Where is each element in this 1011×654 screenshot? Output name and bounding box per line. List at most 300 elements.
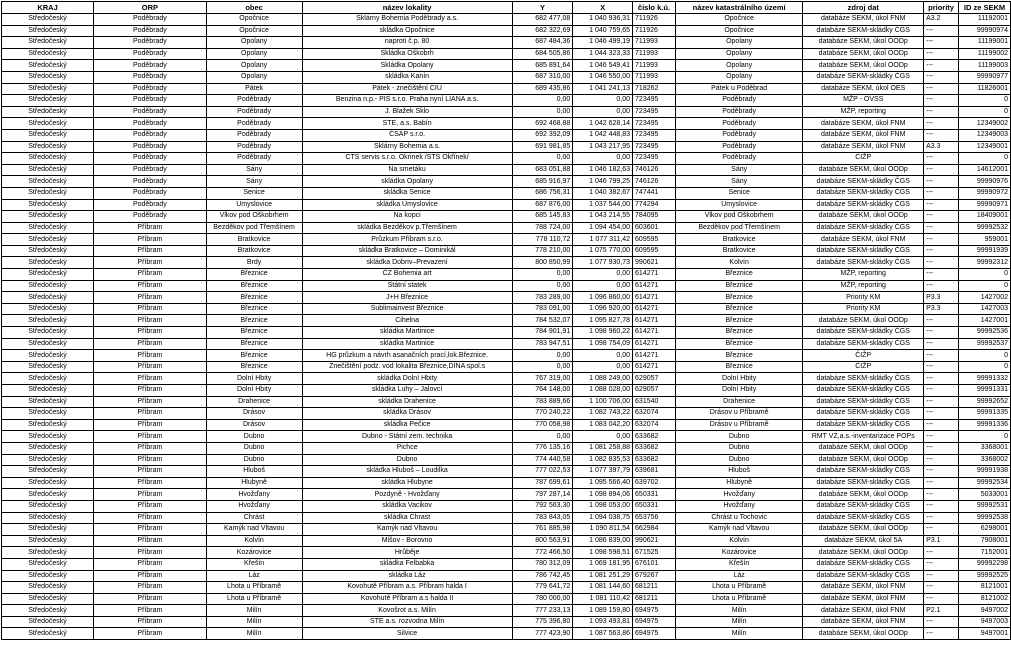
cell-kraj: Středočeský bbox=[2, 373, 94, 385]
cell-cislo-ku: 676101 bbox=[633, 558, 676, 570]
cell-kraj: Středočeský bbox=[2, 25, 94, 37]
cell-id-sekm: 99992538 bbox=[959, 512, 1011, 524]
cell-priority: --- bbox=[924, 60, 959, 72]
table-row bbox=[2, 408, 1011, 420]
cell-nazev-ku: Pátek u Poděbrad bbox=[675, 83, 802, 95]
cell-obec: Sány bbox=[206, 176, 302, 188]
cell-nazev-lokality: skládka Láz bbox=[302, 570, 512, 582]
cell-id-sekm: 0 bbox=[959, 361, 1011, 373]
cell-cislo-ku: 711993 bbox=[633, 71, 676, 83]
cell-x: 1 046 799,25 bbox=[573, 176, 633, 188]
cell-kraj: Středočeský bbox=[2, 489, 94, 501]
cell-orp: Poděbrady bbox=[94, 164, 207, 176]
cell-orp: Příbram bbox=[94, 327, 207, 339]
cell-kraj: Středočeský bbox=[2, 512, 94, 524]
cell-priority: --- bbox=[924, 582, 959, 594]
cell-id-sekm: 99991332 bbox=[959, 373, 1011, 385]
cell-zdroj-dat: databáze SEKM, úkol FNM bbox=[803, 118, 924, 130]
cell-orp: Poděbrady bbox=[94, 187, 207, 199]
cell-y: 0,00 bbox=[512, 106, 573, 118]
cell-obec: Hvožďany bbox=[206, 489, 302, 501]
cell-orp: Poděbrady bbox=[94, 60, 207, 72]
cell-cislo-ku: 653756 bbox=[633, 512, 676, 524]
cell-nazev-ku: Bratkovice bbox=[675, 234, 802, 246]
cell-zdroj-dat: databáze SEKM, úkol OODp bbox=[803, 315, 924, 327]
table-row bbox=[2, 280, 1011, 292]
table-row bbox=[2, 315, 1011, 327]
cell-nazev-lokality: Pichce bbox=[302, 442, 512, 454]
cell-x: 1 098 598,51 bbox=[573, 547, 633, 559]
cell-obec: Brdy bbox=[206, 257, 302, 269]
cell-zdroj-dat: databáze SEKM, úkol OES bbox=[803, 83, 924, 95]
cell-id-sekm: 99991938 bbox=[959, 466, 1011, 478]
cell-y: 770 058,98 bbox=[512, 419, 573, 431]
cell-id-sekm: 99992536 bbox=[959, 327, 1011, 339]
cell-x: 0,00 bbox=[573, 361, 633, 373]
cell-priority: --- bbox=[924, 176, 959, 188]
cell-nazev-ku: Milín bbox=[675, 605, 802, 617]
cell-y: 692 468,88 bbox=[512, 118, 573, 130]
cell-orp: Příbram bbox=[94, 431, 207, 443]
cell-priority: --- bbox=[924, 118, 959, 130]
cell-zdroj-dat: databáze SEKM-skládky ČGS bbox=[803, 338, 924, 350]
table-row bbox=[2, 500, 1011, 512]
table-row bbox=[2, 605, 1011, 617]
cell-zdroj-dat: databáze SEKM, úkol OODp bbox=[803, 628, 924, 640]
cell-zdroj-dat: databáze SEKM, úkol OODp bbox=[803, 489, 924, 501]
table-row bbox=[2, 547, 1011, 559]
cell-x: 1 043 217,95 bbox=[573, 141, 633, 153]
cell-kraj: Středočeský bbox=[2, 37, 94, 49]
cell-x: 1 093 493,81 bbox=[573, 616, 633, 628]
cell-orp: Poděbrady bbox=[94, 153, 207, 165]
cell-y: 0,00 bbox=[512, 280, 573, 292]
cell-nazev-ku: Opočnice bbox=[675, 14, 802, 26]
cell-kraj: Středočeský bbox=[2, 141, 94, 153]
header-nazev-lokality: název lokality bbox=[302, 2, 512, 14]
cell-x: 1 046 549,41 bbox=[573, 60, 633, 72]
cell-nazev-ku: Poděbrady bbox=[675, 118, 802, 130]
cell-nazev-lokality: naproti č.p. 80 bbox=[302, 37, 512, 49]
cell-nazev-lokality: skládka Drásov bbox=[302, 408, 512, 420]
cell-cislo-ku: 629057 bbox=[633, 373, 676, 385]
cell-cislo-ku: 723495 bbox=[633, 153, 676, 165]
cell-nazev-lokality: CTS servis s.r.o. Okrinek /STS Okřínek/ bbox=[302, 153, 512, 165]
cell-cislo-ku: 614271 bbox=[633, 303, 676, 315]
table-row bbox=[2, 593, 1011, 605]
table-row bbox=[2, 118, 1011, 130]
cell-nazev-lokality: Kovošrot a.s. Milín bbox=[302, 605, 512, 617]
table-row bbox=[2, 71, 1011, 83]
cell-zdroj-dat: Priority KM bbox=[803, 303, 924, 315]
table-row bbox=[2, 582, 1011, 594]
cell-nazev-lokality: Sklárny Bohemia Poděbrady a.s. bbox=[302, 14, 512, 26]
cell-y: 692 392,09 bbox=[512, 129, 573, 141]
cell-kraj: Středočeský bbox=[2, 616, 94, 628]
cell-id-sekm: 11192001 bbox=[959, 14, 1011, 26]
cell-nazev-ku: Březnice bbox=[675, 269, 802, 281]
cell-id-sekm: 99992532 bbox=[959, 222, 1011, 234]
cell-nazev-lokality: skládka Dolní Hbity bbox=[302, 373, 512, 385]
cell-nazev-ku: Dubno bbox=[675, 431, 802, 443]
cell-priority: --- bbox=[924, 211, 959, 223]
cell-priority: --- bbox=[924, 245, 959, 257]
cell-priority: --- bbox=[924, 593, 959, 605]
cell-cislo-ku: 633682 bbox=[633, 454, 676, 466]
table-row bbox=[2, 129, 1011, 141]
cell-nazev-ku: Kolvín bbox=[675, 257, 802, 269]
cell-x: 0,00 bbox=[573, 431, 633, 443]
cell-x: 1 095 827,78 bbox=[573, 315, 633, 327]
cell-cislo-ku: 694975 bbox=[633, 628, 676, 640]
cell-x: 1 088 028,00 bbox=[573, 385, 633, 397]
cell-kraj: Středočeský bbox=[2, 500, 94, 512]
cell-obec: Březnice bbox=[206, 292, 302, 304]
cell-zdroj-dat: databáze SEKM, úkol OODp bbox=[803, 454, 924, 466]
cell-x: 1 040 382,67 bbox=[573, 187, 633, 199]
cell-cislo-ku: 747441 bbox=[633, 187, 676, 199]
cell-cislo-ku: 746126 bbox=[633, 176, 676, 188]
cell-priority: --- bbox=[924, 95, 959, 107]
cell-y: 685 891,64 bbox=[512, 60, 573, 72]
cell-kraj: Středočeský bbox=[2, 442, 94, 454]
cell-nazev-ku: Milín bbox=[675, 616, 802, 628]
cell-y: 784 901,91 bbox=[512, 327, 573, 339]
cell-x: 1 098 894,06 bbox=[573, 489, 633, 501]
cell-y: 783 091,00 bbox=[512, 303, 573, 315]
table-row bbox=[2, 419, 1011, 431]
cell-x: 1 095 566,40 bbox=[573, 477, 633, 489]
cell-priority: --- bbox=[924, 361, 959, 373]
cell-obec: Hvožďany bbox=[206, 500, 302, 512]
cell-nazev-lokality: Státní statek bbox=[302, 280, 512, 292]
cell-kraj: Středočeský bbox=[2, 153, 94, 165]
cell-kraj: Středočeský bbox=[2, 466, 94, 478]
cell-nazev-lokality: Na kopci bbox=[302, 211, 512, 223]
cell-zdroj-dat: MŽP - OVSS bbox=[803, 95, 924, 107]
cell-zdroj-dat: databáze SEKM, úkol FNM bbox=[803, 593, 924, 605]
cell-orp: Příbram bbox=[94, 222, 207, 234]
cell-y: 774 440,58 bbox=[512, 454, 573, 466]
cell-cislo-ku: 723495 bbox=[633, 95, 676, 107]
cell-obec: Poděbrady bbox=[206, 141, 302, 153]
cell-x: 1 083 042,20 bbox=[573, 419, 633, 431]
cell-zdroj-dat: databáze SEKM, úkol FNM bbox=[803, 616, 924, 628]
cell-obec: Poděbrady bbox=[206, 106, 302, 118]
cell-kraj: Středočeský bbox=[2, 431, 94, 443]
cell-id-sekm: 11199001 bbox=[959, 37, 1011, 49]
cell-nazev-ku: Hvožďany bbox=[675, 500, 802, 512]
cell-id-sekm: 5033001 bbox=[959, 489, 1011, 501]
cell-kraj: Středočeský bbox=[2, 245, 94, 257]
cell-priority: --- bbox=[924, 269, 959, 281]
cell-priority: --- bbox=[924, 408, 959, 420]
cell-priority: --- bbox=[924, 280, 959, 292]
cell-orp: Příbram bbox=[94, 570, 207, 582]
cell-id-sekm: 0 bbox=[959, 350, 1011, 362]
cell-nazev-ku: Březnice bbox=[675, 361, 802, 373]
cell-obec: Lhota u Příbramě bbox=[206, 593, 302, 605]
cell-nazev-ku: Opočnice bbox=[675, 25, 802, 37]
cell-y: 684 505,86 bbox=[512, 48, 573, 60]
table-row bbox=[2, 211, 1011, 223]
cell-zdroj-dat: databáze SEKM, úkol OODp bbox=[803, 164, 924, 176]
cell-obec: Dolní Hbity bbox=[206, 373, 302, 385]
cell-obec: Láz bbox=[206, 570, 302, 582]
cell-x: 1 082 835,53 bbox=[573, 454, 633, 466]
cell-cislo-ku: 694975 bbox=[633, 616, 676, 628]
cell-cislo-ku: 614271 bbox=[633, 269, 676, 281]
cell-orp: Příbram bbox=[94, 535, 207, 547]
cell-priority: --- bbox=[924, 570, 959, 582]
cell-zdroj-dat: ČIŽP bbox=[803, 153, 924, 165]
cell-x: 1 081 258,88 bbox=[573, 442, 633, 454]
cell-y: 797 287,14 bbox=[512, 489, 573, 501]
data-table bbox=[1, 1, 1011, 640]
cell-obec: Březnice bbox=[206, 315, 302, 327]
cell-nazev-lokality: Cihelna bbox=[302, 315, 512, 327]
cell-y: 792 563,30 bbox=[512, 500, 573, 512]
cell-nazev-lokality: STE a.s. rozvodna Milín bbox=[302, 616, 512, 628]
cell-orp: Poděbrady bbox=[94, 141, 207, 153]
table-row bbox=[2, 361, 1011, 373]
cell-nazev-ku: Březnice bbox=[675, 280, 802, 292]
cell-orp: Příbram bbox=[94, 512, 207, 524]
cell-x: 1 046 550,00 bbox=[573, 71, 633, 83]
cell-priority: --- bbox=[924, 489, 959, 501]
cell-zdroj-dat: databáze SEKM-skládky ČGS bbox=[803, 512, 924, 524]
cell-y: 0,00 bbox=[512, 361, 573, 373]
cell-priority: --- bbox=[924, 396, 959, 408]
cell-nazev-lokality: Sklárny Bohemia a.s. bbox=[302, 141, 512, 153]
cell-y: 783 889,66 bbox=[512, 396, 573, 408]
cell-id-sekm: 1427001 bbox=[959, 315, 1011, 327]
cell-cislo-ku: 631540 bbox=[633, 396, 676, 408]
cell-nazev-ku: Poděbrady bbox=[675, 95, 802, 107]
cell-orp: Poděbrady bbox=[94, 211, 207, 223]
header-x: X bbox=[573, 2, 633, 14]
cell-nazev-ku: Hlubyně bbox=[675, 477, 802, 489]
cell-y: 770 240,22 bbox=[512, 408, 573, 420]
cell-nazev-ku: Lhota u Příbramě bbox=[675, 593, 802, 605]
cell-zdroj-dat: databáze SEKM, úkol FNM bbox=[803, 582, 924, 594]
cell-orp: Příbram bbox=[94, 593, 207, 605]
cell-obec: Poděbrady bbox=[206, 153, 302, 165]
cell-y: 0,00 bbox=[512, 95, 573, 107]
cell-orp: Příbram bbox=[94, 292, 207, 304]
cell-nazev-lokality: Průzkum Příbram s.r.o. bbox=[302, 234, 512, 246]
table-row bbox=[2, 199, 1011, 211]
cell-x: 1 098 754,09 bbox=[573, 338, 633, 350]
table-row bbox=[2, 535, 1011, 547]
cell-x: 1 094 038,75 bbox=[573, 512, 633, 524]
cell-zdroj-dat: databáze SEKM, úkol 5A bbox=[803, 535, 924, 547]
cell-obec: Březnice bbox=[206, 327, 302, 339]
cell-obec: Březnice bbox=[206, 361, 302, 373]
cell-orp: Poděbrady bbox=[94, 48, 207, 60]
cell-zdroj-dat: databáze SEKM-skládky ČGS bbox=[803, 176, 924, 188]
cell-id-sekm: 0 bbox=[959, 153, 1011, 165]
cell-zdroj-dat: databáze SEKM-skládky ČGS bbox=[803, 187, 924, 199]
cell-zdroj-dat: databáze SEKM-skládky ČGS bbox=[803, 222, 924, 234]
cell-id-sekm: 99990976 bbox=[959, 176, 1011, 188]
cell-kraj: Středočeský bbox=[2, 361, 94, 373]
cell-nazev-ku: Vlkov pod Oškobrhem bbox=[675, 211, 802, 223]
cell-nazev-ku: Poděbrady bbox=[675, 129, 802, 141]
cell-zdroj-dat: databáze SEKM-skládky ČGS bbox=[803, 466, 924, 478]
cell-kraj: Středočeský bbox=[2, 106, 94, 118]
cell-orp: Poděbrady bbox=[94, 14, 207, 26]
cell-orp: Příbram bbox=[94, 605, 207, 617]
cell-cislo-ku: 681211 bbox=[633, 593, 676, 605]
cell-id-sekm: 11826001 bbox=[959, 83, 1011, 95]
cell-x: 1 046 499,19 bbox=[573, 37, 633, 49]
cell-kraj: Středočeský bbox=[2, 129, 94, 141]
table-row bbox=[2, 164, 1011, 176]
cell-id-sekm: 99991331 bbox=[959, 385, 1011, 397]
table-row bbox=[2, 431, 1011, 443]
cell-y: 772 466,50 bbox=[512, 547, 573, 559]
cell-orp: Poděbrady bbox=[94, 37, 207, 49]
cell-cislo-ku: 614271 bbox=[633, 292, 676, 304]
cell-priority: --- bbox=[924, 222, 959, 234]
cell-id-sekm: 99992534 bbox=[959, 477, 1011, 489]
cell-y: 761 885,98 bbox=[512, 524, 573, 536]
cell-nazev-ku: Opolany bbox=[675, 71, 802, 83]
cell-y: 689 435,86 bbox=[512, 83, 573, 95]
cell-y: 0,00 bbox=[512, 431, 573, 443]
cell-y: 800 850,99 bbox=[512, 257, 573, 269]
cell-id-sekm: 18409001 bbox=[959, 211, 1011, 223]
cell-zdroj-dat: ČIŽP bbox=[803, 361, 924, 373]
cell-x: 1 089 159,80 bbox=[573, 605, 633, 617]
cell-zdroj-dat: databáze SEKM, úkol OODp bbox=[803, 524, 924, 536]
cell-cislo-ku: 711926 bbox=[633, 14, 676, 26]
cell-x: 1 077 930,73 bbox=[573, 257, 633, 269]
table-row bbox=[2, 292, 1011, 304]
cell-priority: --- bbox=[924, 616, 959, 628]
cell-obec: Drásov bbox=[206, 419, 302, 431]
cell-orp: Příbram bbox=[94, 616, 207, 628]
cell-orp: Příbram bbox=[94, 419, 207, 431]
cell-obec: Dubno bbox=[206, 454, 302, 466]
cell-orp: Příbram bbox=[94, 269, 207, 281]
cell-zdroj-dat: databáze SEKM, úkol FNM bbox=[803, 605, 924, 617]
table-row bbox=[2, 570, 1011, 582]
cell-x: 1 090 811,54 bbox=[573, 524, 633, 536]
cell-priority: --- bbox=[924, 37, 959, 49]
cell-priority: --- bbox=[924, 512, 959, 524]
cell-y: 682 322,69 bbox=[512, 25, 573, 37]
cell-kraj: Středočeský bbox=[2, 558, 94, 570]
cell-kraj: Středočeský bbox=[2, 257, 94, 269]
cell-obec: Bratkovice bbox=[206, 234, 302, 246]
header-kraj: KRAJ bbox=[2, 2, 94, 14]
cell-orp: Příbram bbox=[94, 524, 207, 536]
cell-id-sekm: 1427002 bbox=[959, 292, 1011, 304]
cell-obec: Opolany bbox=[206, 71, 302, 83]
cell-nazev-ku: Březnice bbox=[675, 350, 802, 362]
cell-obec: Poděbrady bbox=[206, 95, 302, 107]
cell-kraj: Středočeský bbox=[2, 547, 94, 559]
table-row bbox=[2, 176, 1011, 188]
cell-kraj: Středočeský bbox=[2, 327, 94, 339]
cell-nazev-ku: Křešín bbox=[675, 558, 802, 570]
cell-orp: Příbram bbox=[94, 489, 207, 501]
cell-x: 1 040 759,65 bbox=[573, 25, 633, 37]
cell-nazev-ku: Sány bbox=[675, 176, 802, 188]
cell-id-sekm: 9497003 bbox=[959, 616, 1011, 628]
cell-priority: --- bbox=[924, 187, 959, 199]
cell-cislo-ku: 609595 bbox=[633, 245, 676, 257]
cell-cislo-ku: 639702 bbox=[633, 477, 676, 489]
header-priority: priority bbox=[924, 2, 959, 14]
cell-nazev-lokality: skládka Luhy – Jalovcí bbox=[302, 385, 512, 397]
cell-obec: Drahenice bbox=[206, 396, 302, 408]
cell-obec: Březnice bbox=[206, 338, 302, 350]
cell-obec: Kamýk nad Vltavou bbox=[206, 524, 302, 536]
cell-y: 775 396,80 bbox=[512, 616, 573, 628]
cell-x: 1 087 563,86 bbox=[573, 628, 633, 640]
cell-cislo-ku: 629057 bbox=[633, 385, 676, 397]
cell-id-sekm: 99991335 bbox=[959, 408, 1011, 420]
cell-nazev-ku: Bezděkov pod Třemšínem bbox=[675, 222, 802, 234]
cell-y: 787 699,61 bbox=[512, 477, 573, 489]
table-row bbox=[2, 628, 1011, 640]
header-cislo-ku: číslo k.ú. bbox=[633, 2, 676, 14]
table-row bbox=[2, 37, 1011, 49]
cell-cislo-ku: 718262 bbox=[633, 83, 676, 95]
cell-nazev-ku: Poděbrady bbox=[675, 153, 802, 165]
cell-id-sekm: 0 bbox=[959, 106, 1011, 118]
cell-id-sekm: 3368002 bbox=[959, 454, 1011, 466]
cell-x: 1 077 397,79 bbox=[573, 466, 633, 478]
cell-orp: Příbram bbox=[94, 245, 207, 257]
cell-y: 778 110,72 bbox=[512, 234, 573, 246]
cell-nazev-lokality: Pátek - znečištění CIU bbox=[302, 83, 512, 95]
cell-x: 1 088 249,00 bbox=[573, 373, 633, 385]
cell-cislo-ku: 632074 bbox=[633, 419, 676, 431]
cell-y: 777 022,53 bbox=[512, 466, 573, 478]
cell-kraj: Středočeský bbox=[2, 71, 94, 83]
table-row bbox=[2, 489, 1011, 501]
cell-obec: Dolní Hbity bbox=[206, 385, 302, 397]
cell-x: 1 046 182,63 bbox=[573, 164, 633, 176]
cell-cislo-ku: 990621 bbox=[633, 257, 676, 269]
cell-id-sekm: 12349002 bbox=[959, 118, 1011, 130]
cell-x: 0,00 bbox=[573, 106, 633, 118]
cell-nazev-lokality: skládka Vacikov bbox=[302, 500, 512, 512]
cell-y: 686 756,31 bbox=[512, 187, 573, 199]
cell-kraj: Středočeský bbox=[2, 419, 94, 431]
cell-nazev-lokality: skládka Dobriv–Prevazení bbox=[302, 257, 512, 269]
cell-kraj: Středočeský bbox=[2, 628, 94, 640]
table-row bbox=[2, 257, 1011, 269]
cell-id-sekm: 99991939 bbox=[959, 245, 1011, 257]
cell-priority: --- bbox=[924, 628, 959, 640]
cell-y: 767 319,00 bbox=[512, 373, 573, 385]
cell-nazev-ku: Dolní Hbity bbox=[675, 373, 802, 385]
cell-orp: Příbram bbox=[94, 396, 207, 408]
cell-nazev-ku: Březnice bbox=[675, 315, 802, 327]
cell-y: 777 233,13 bbox=[512, 605, 573, 617]
cell-orp: Poděbrady bbox=[94, 118, 207, 130]
cell-zdroj-dat: databáze SEKM, úkol OODp bbox=[803, 442, 924, 454]
cell-priority: P3.1 bbox=[924, 535, 959, 547]
cell-obec: Vlkov pod Oškobrhem bbox=[206, 211, 302, 223]
cell-id-sekm: 9497001 bbox=[959, 628, 1011, 640]
cell-zdroj-dat: databáze SEKM-skládky ČGS bbox=[803, 71, 924, 83]
